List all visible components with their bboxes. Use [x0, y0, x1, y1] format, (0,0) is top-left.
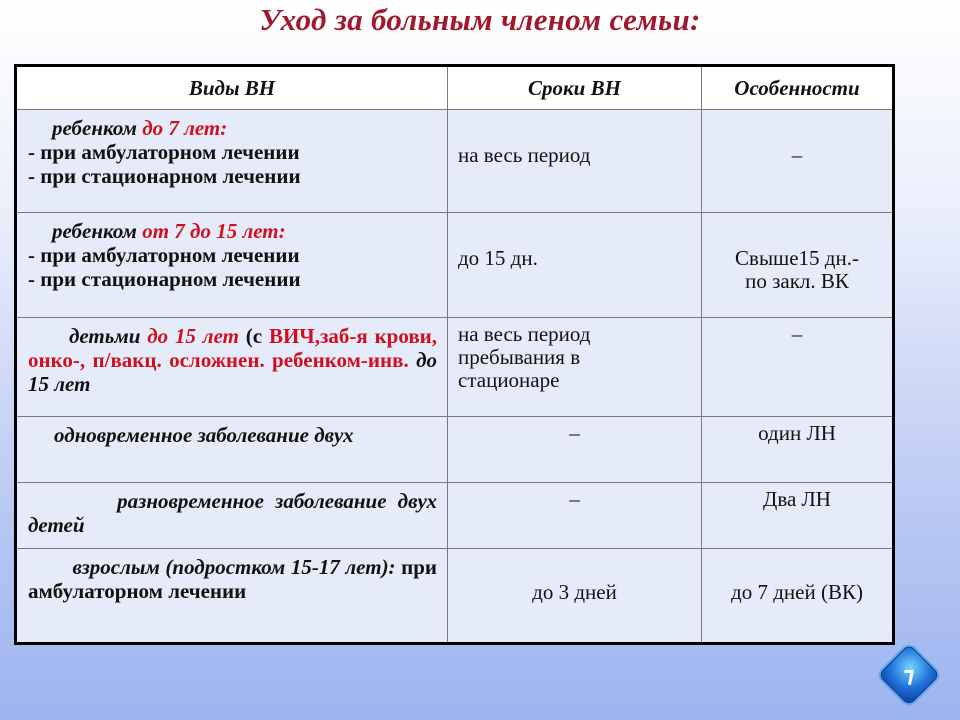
kind-lead: ребенком: [52, 219, 137, 243]
kind-conditions: ВИЧ,заб-я крови, онко-, п/вакц. осложнен. ребенком-инв.: [28, 324, 438, 372]
cell-note: –: [702, 318, 894, 417]
table-header-row: [16, 66, 894, 110]
kind-age: до 7 лет:: [142, 116, 228, 140]
cell-term: до 3 дней: [448, 549, 702, 644]
table-row: [16, 417, 894, 483]
cell-note: –: [702, 110, 894, 213]
kind-text: одновременное заболевание двух: [54, 423, 354, 447]
cell-term: до 15 дн.: [448, 213, 702, 318]
cell-note: один ЛН: [702, 417, 894, 483]
header-vidy: Виды ВН: [16, 66, 448, 110]
table-row: [16, 318, 894, 417]
term-line: пребывания в: [458, 345, 581, 369]
header-osobennosti: Особенности: [702, 66, 894, 110]
term-line: стационаре: [458, 368, 560, 392]
kind-part: (с: [245, 324, 263, 348]
kind-line: - при амбулаторном лечении: [28, 243, 300, 267]
table-row: [16, 483, 894, 549]
cell-kind: [16, 483, 448, 549]
cell-kind: [16, 110, 448, 213]
kind-line: - при амбулаторном лечении: [28, 140, 300, 164]
note-line: по закл. ВК: [745, 269, 849, 293]
logo-glyph-icon: ⁊: [903, 662, 915, 688]
kind-age: до 15 лет: [147, 324, 239, 348]
term-line: на весь период: [458, 322, 591, 346]
cell-term: [448, 318, 702, 417]
cell-kind: [16, 318, 448, 417]
kind-part: детьми: [68, 324, 141, 348]
sick-leave-table: [14, 64, 895, 645]
kind-age: от 7 до 15 лет:: [142, 219, 286, 243]
note-line: Свыше15 дн.-: [735, 246, 859, 270]
table-row: [16, 110, 894, 213]
kind-age: до 15 лет: [28, 348, 438, 396]
cell-note: Два ЛН: [702, 483, 894, 549]
cell-kind: [16, 213, 448, 318]
cell-note: до 7 дней (ВК): [702, 549, 894, 644]
kind-lead: ребенком: [52, 116, 137, 140]
kind-line: - при стационарном лечении: [28, 164, 301, 188]
header-sroki: Сроки ВН: [448, 66, 702, 110]
table-row: [16, 213, 894, 318]
kind-text: разновременное заболевание двух детей: [28, 489, 437, 537]
cell-kind: [16, 417, 448, 483]
cell-kind: [16, 549, 448, 644]
kind-line: - при стационарном лечении: [28, 267, 301, 291]
cell-note: [702, 213, 894, 318]
kind-text: при амбулаторном лечении: [28, 555, 438, 603]
cell-term: –: [448, 483, 702, 549]
table-row: [16, 549, 894, 644]
kind-age: взрослым (подростком 15-17 лет):: [72, 555, 396, 579]
cell-term: –: [448, 417, 702, 483]
cell-term: на весь период: [448, 110, 702, 213]
page-title: Уход за больным членом семьи:: [259, 2, 701, 37]
